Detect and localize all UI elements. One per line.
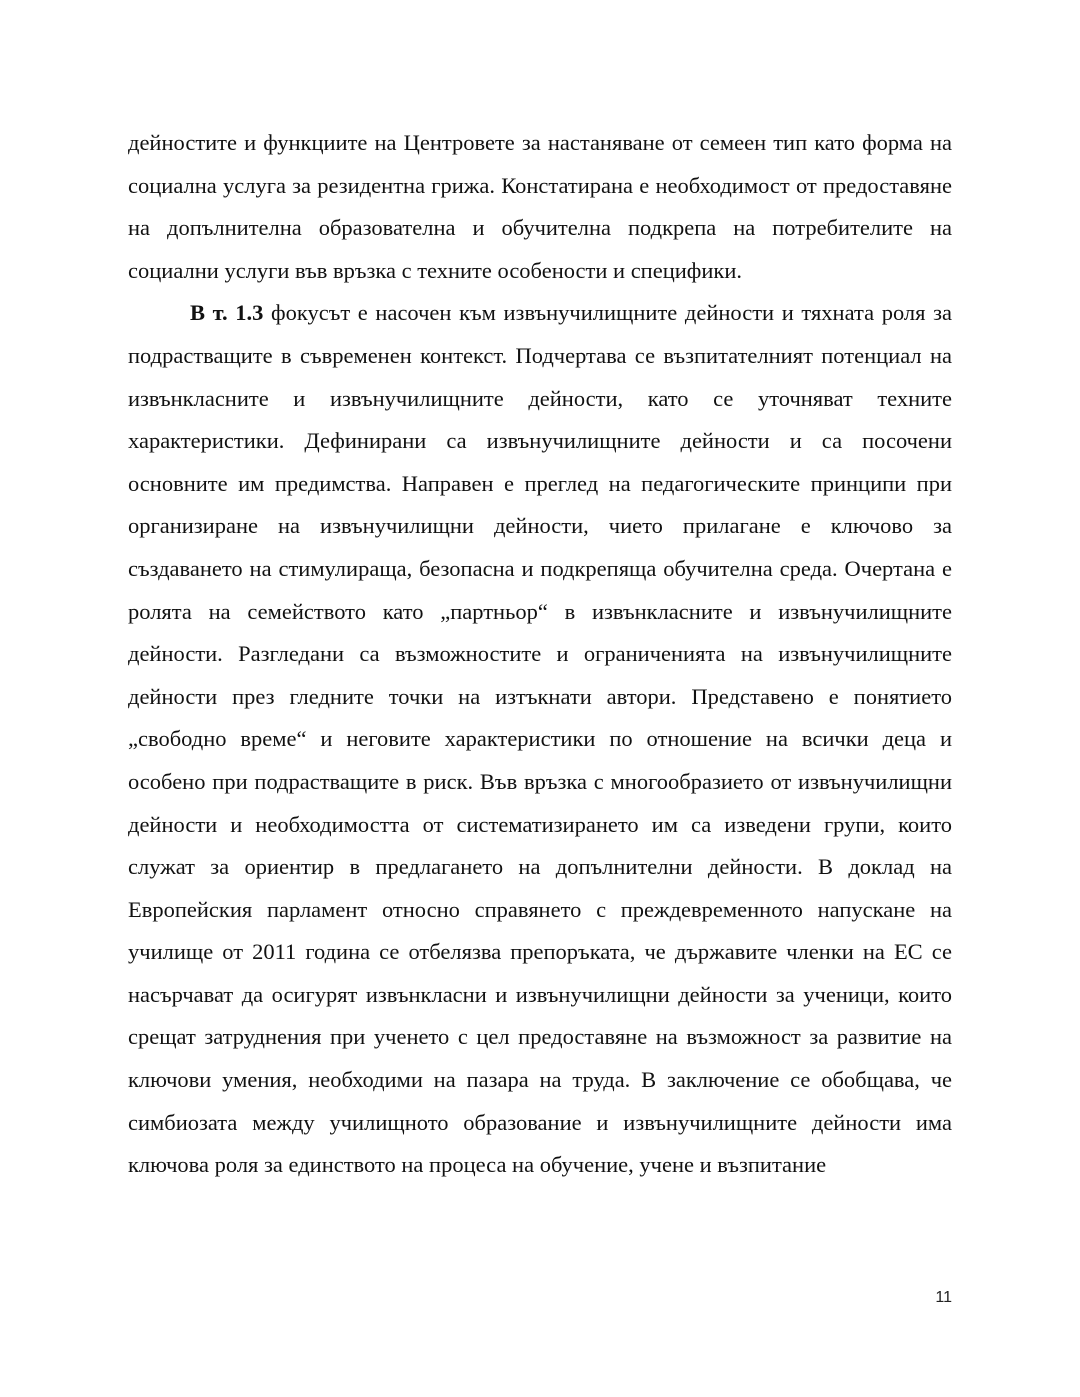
paragraph-section-1-3	[128, 292, 952, 1186]
paragraph-body: фокусът е насочен към извънучилищните дейности и тяхната роля за подрастващите в съвременен контекст. Подчертава се възпитателният потенциал на извънкласните и извънучилищните дейности, като се уточняват техните характеристики. Дефинирани са извънучилищните дейности и са посочени основните им предимства. Направен е преглед на педагогическите принципи при организиране на извънучилищни дейности, чието прилагане е ключово за създаването на стимулираща, безопасна и подкрепяща обучителна среда. Очертана е ролята на семейството като „партньор“ в извънкласните и извънучилищните дейности. Разгледани са възможностите и ограниченията на извънучилищните дейности през гледните точки на изтъкнати автори. Представено е понятието „свободно време“ и неговите характеристики по отношение на всички деца и особено при подрастващите в риск. Във връзка с многообразието от извънучилищни дейности и необходимостта от систематизирането им са изведени групи, които служат за ориентир в предлагането на допълнителни дейности. В доклад на Европейския парламент относно справянето с преждевременното напускане на училище от 2011 година се отбелязва препоръката, че държавите членки на ЕС се насърчават да осигурят извънкласни и извънучилищни дейности за ученици, които срещат затруднения при ученето с цел предоставяне на възможност за развитие на ключови умения, необходими на пазара на труда. В заключение се обобщава, че симбиозата между училищното образование и извънучилищните дейности има ключова роля за единството на процеса на обучение, учене и възпитание	[128, 300, 952, 1178]
section-reference: В т. 1.3	[190, 300, 264, 326]
body-text	[128, 122, 952, 1187]
paragraph-continuation: дейностите и функциите на Центровете за настаняване от семеен тип като форма на социална услуга за резидентна грижа. Констатирана е необходимост от предоставяне на допълнителна образователна и обучителна подкрепа на потребителите на социални услуги във връзка с техните особености и специфики.	[128, 130, 952, 283]
page-number: 11	[935, 1289, 952, 1306]
